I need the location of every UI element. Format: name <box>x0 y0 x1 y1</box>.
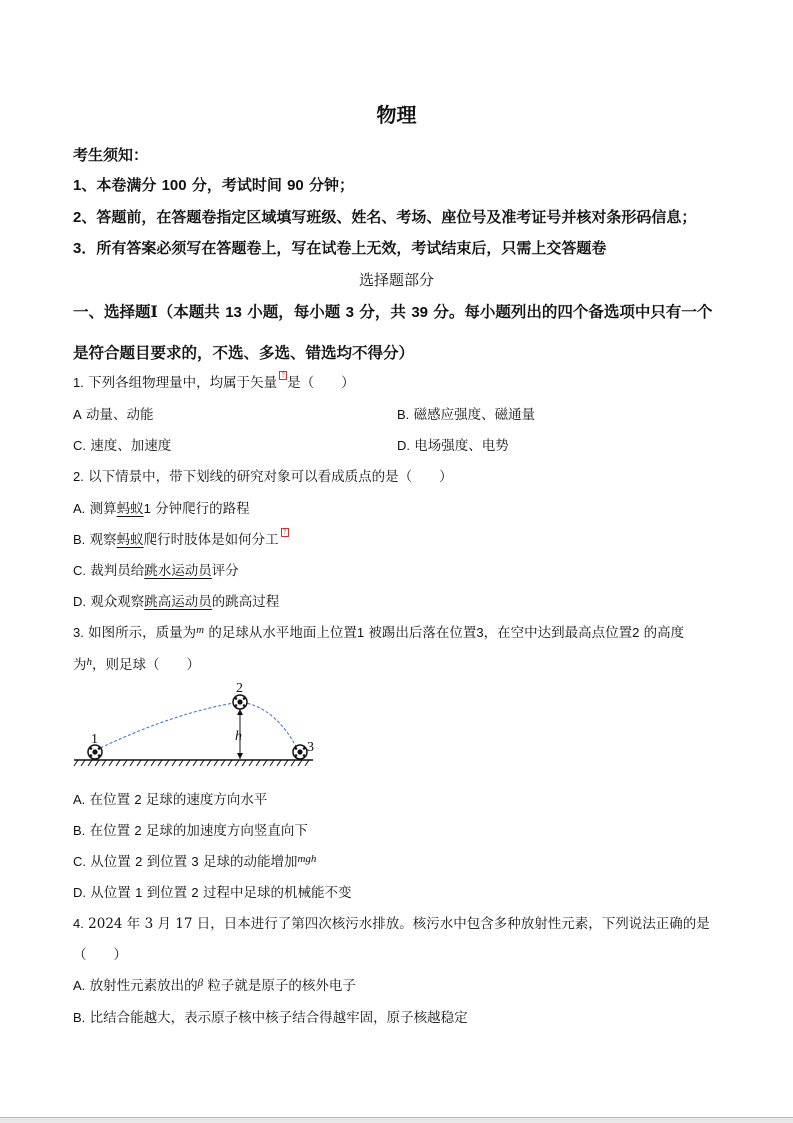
figure-label-3: 3 <box>307 740 314 755</box>
question-3-option-b: B. 在位置 2 足球的加速度方向竖直向下 <box>73 823 308 839</box>
section-title: 选择题部分 <box>358 271 434 289</box>
notice-item-1: 1、本卷满分 100 分，考试时间 90 分钟； <box>73 176 354 194</box>
question-1-option-c: C. 速度、加速度 <box>73 438 172 454</box>
question-4-stem: 4. 2024 年 3 月 17 日，日本进行了第四次核污水排放。核污水中包含多种放射性元素，下列说法正确的是 <box>73 916 710 932</box>
broken-image-icon: ? <box>279 371 287 380</box>
broken-image-icon: ? <box>281 528 289 537</box>
notice-item-3: 3．所有答案必须写在答题卷上，写在试卷上无效，考试结束后，只需上交答题卷 <box>73 239 607 257</box>
question-3-stem: 3. 如图所示，质量为$^m$ 的足球从水平地面上位置1 被踢出后落在位置3，在空中达到最高点位置2 的高度 <box>73 624 685 641</box>
question-4-stem-line2: （ ） <box>73 947 127 963</box>
question-1-option-a: A 动量、动能 <box>73 407 154 423</box>
football-icon-2 <box>233 695 247 709</box>
question-3-stem-line2: 为$^h$，则足球（ ） <box>73 656 200 673</box>
figure-label-1: 1 <box>91 732 98 747</box>
question-2-stem: 2. 以下情景中，带下划线的研究对象可以看成质点的是（ ） <box>73 469 453 485</box>
trajectory-curve <box>96 702 298 750</box>
football-icon-3 <box>293 745 307 759</box>
question-4-option-b: B. 比结合能越大，表示原子核中核子结合得越牢固，原子核越稳定 <box>73 1010 468 1026</box>
question-2-option-a: A. 测算蚂蚁1 分钟爬行的路程 <box>73 501 250 517</box>
question-2-option-d: D. 观众观察跳高运动员的跳高过程 <box>73 594 280 610</box>
part-heading: 一、选择题Ⅰ（本题共 13 小题，每小题 3 分，共 39 分。每小题列出的四个备选项中只有一个 <box>73 302 713 321</box>
football-icon-1 <box>88 745 102 759</box>
notice-item-2: 2、答题前，在答题卷指定区域填写班级、姓名、考场、座位号及准考证号并核对条形码信息； <box>73 208 697 226</box>
question-1-option-d: D. 电场强度、电势 <box>397 438 509 454</box>
question-2-option-b: B. 观察蚂蚁爬行时肢体是如何分工 ? <box>73 528 289 548</box>
question-4-option-a: A. 放射性元素放出的$^\beta$ 粒子就是原子的核外电子 <box>73 977 356 994</box>
page-bottom-scrollbar[interactable] <box>0 1117 793 1123</box>
question-1-option-b: B. 磁感应强度、磁通量 <box>397 407 536 423</box>
question-3-option-c: C. 从位置 2 到位置 3 足球的动能增加$^{mgh}$ <box>73 853 317 870</box>
ground-hatching <box>74 760 309 766</box>
question-1-stem: 1. 下列各组物理量中，均属于矢量 ? 是（ ） <box>73 372 355 391</box>
page-title: 物理 <box>376 103 417 127</box>
question-3-option-d: D. 从位置 1 到位置 2 过程中足球的机械能不变 <box>73 885 352 901</box>
part-heading-line2: 是符合题目要求的，不选、多选、错选均不得分） <box>73 343 415 362</box>
height-arrow-head-bottom <box>237 753 243 759</box>
question-2-option-c: C. 裁判员给跳水运动员评分 <box>73 563 239 579</box>
height-arrow-head-top <box>237 709 243 715</box>
figure-label-2: 2 <box>236 681 243 696</box>
question-3-option-a: A. 在位置 2 足球的速度方向水平 <box>73 792 268 808</box>
notice-heading: 考生须知： <box>73 146 149 164</box>
football-trajectory-figure <box>70 680 320 772</box>
figure-label-h: h <box>235 729 242 744</box>
